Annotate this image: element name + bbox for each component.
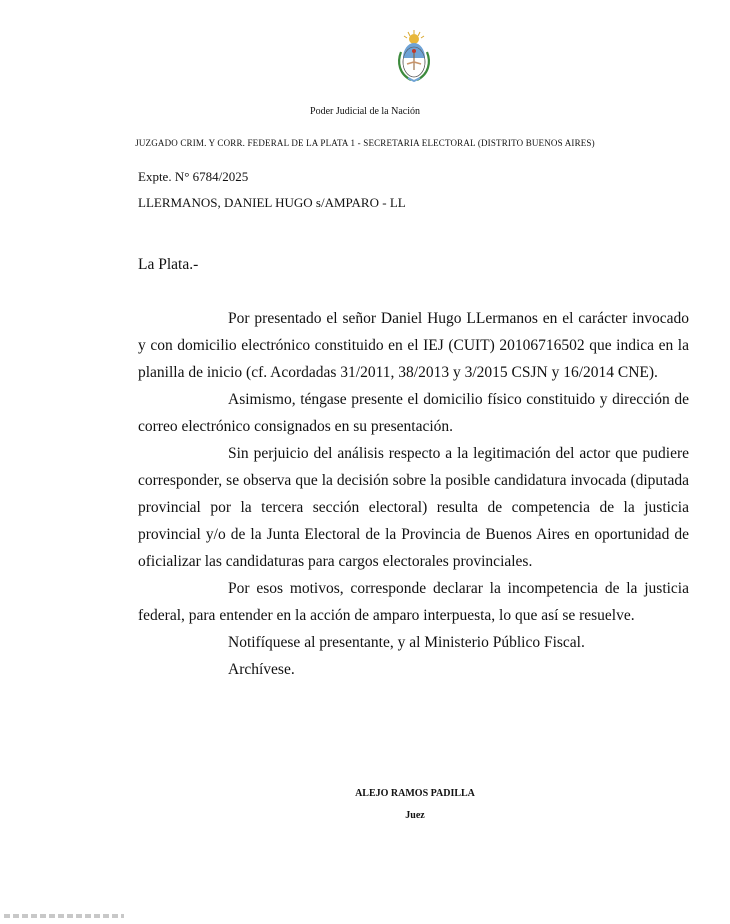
signer-name: ALEJO RAMOS PADILLA — [355, 788, 475, 799]
institution-name: Poder Judicial de la Nación — [310, 106, 420, 117]
court-name: JUZGADO CRIM. Y CORR. FEDERAL DE LA PLATA 1 - SECRETARIA ELECTORAL (DISTRITO BUENOS AIRES) — [135, 138, 595, 148]
paragraph-presentation: Por presentado el señor Daniel Hugo LLermanos en el carácter invocado y con domicilio electrónico constituido en el IEJ (CUIT) 20106716502 que indica en la planilla de inicio (cf. Acordadas 31/2011, 38/2013 y 3/2015 CSJN y 16/2014 CNE). — [138, 310, 689, 381]
place-line: La Plata.- — [138, 256, 199, 273]
case-title: LLERMANOS, DANIEL HUGO s/AMPARO - LL — [138, 195, 406, 210]
paragraph-archive: Archívese. — [228, 661, 295, 678]
resolution-body — [138, 305, 689, 683]
coat-of-arms-icon — [395, 28, 433, 84]
footer-mark — [4, 914, 124, 918]
case-number: Expte. N° 6784/2025 — [138, 169, 249, 184]
paragraph-domicile: Asimismo, téngase presente el domicilio físico constituido y dirección de correo electrónico consignados en su presentación. — [138, 391, 689, 435]
paragraph-incompetence: Por esos motivos, corresponde declarar la incompetencia de la justicia federal, para entender en la acción de amparo interpuesta, lo que así se resuelve. — [138, 580, 689, 624]
paragraph-competence: Sin perjuicio del análisis respecto a la legitimación del actor que pudiere corresponder, se observa que la decisión sobre la posible candidatura invocada (diputada provincial por la tercera sección electoral) resulta de competencia de la justicia provincial y/o de la Junta Electoral de la Provincia de Buenos Aires en oportunidad de oficializar las candidaturas para cargos electorales provinciales. — [138, 445, 689, 570]
signer-role: Juez — [405, 810, 425, 821]
paragraph-notification: Notifíquese al presentante, y al Ministerio Público Fiscal. — [228, 634, 585, 651]
